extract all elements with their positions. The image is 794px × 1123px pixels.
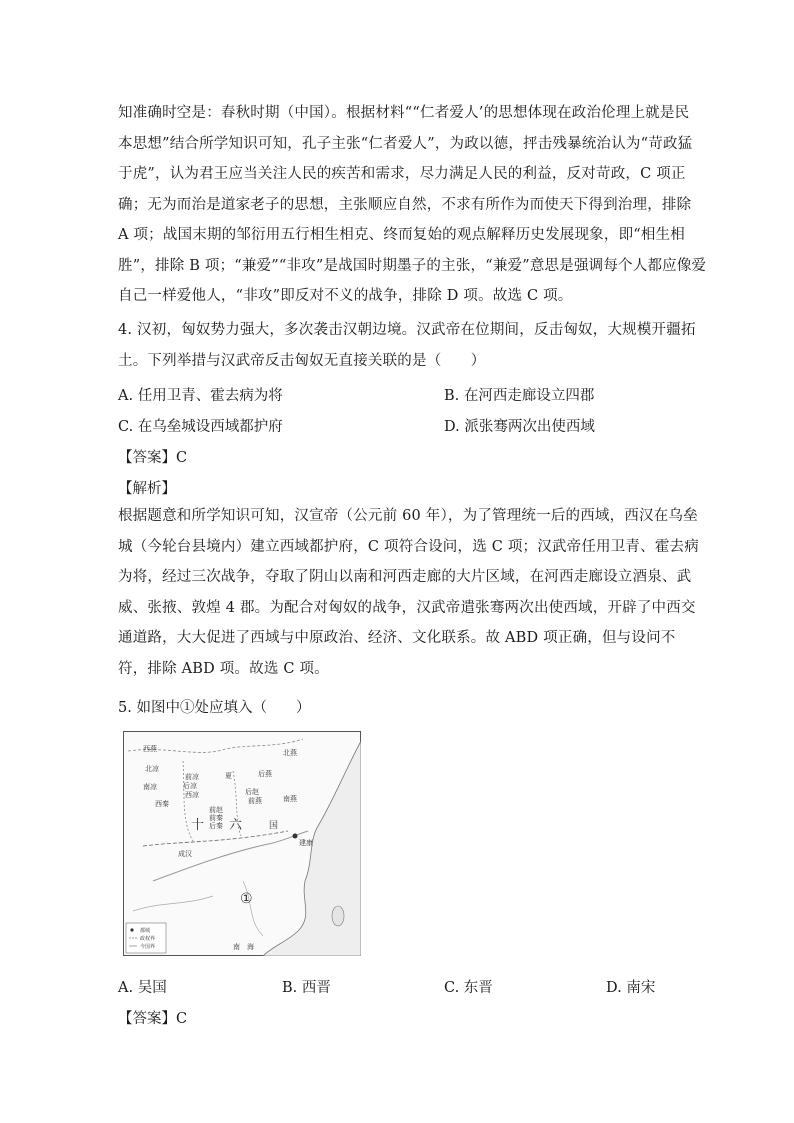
text-line: 符，排除 ABD 项。故选 C 项。 xyxy=(118,660,329,677)
map-label: 后秦 xyxy=(209,822,223,830)
q5-option-d: D. 南宋 xyxy=(606,980,656,996)
legend-label: 都城 xyxy=(140,928,151,934)
q4-option-c: C. 在乌垒城设西域都护府 xyxy=(118,419,283,435)
q4-option-b: B. 在河西走廊设立四郡 xyxy=(444,388,595,404)
capital-marker xyxy=(293,834,298,839)
map-label: 北燕 xyxy=(283,749,297,757)
map-label: 南 海 xyxy=(233,943,254,951)
map-label-big: 六 xyxy=(229,818,243,833)
text-line: 本思想”结合所学知识可知，孔子主张“仁者爱人”，为政以德，抨击残暴统治认为“苛政猛 xyxy=(118,135,693,152)
legend-label: 政权界 xyxy=(140,936,156,942)
text-line: 土。下列举措与汉武帝反击匈奴无直接关联的是（ ） xyxy=(118,352,486,369)
text-line: 城（今轮台县境内）建立西域都护府，C 项符合设问，选 C 项；汉武帝任用卫青、霍去病 xyxy=(118,538,699,555)
map-label: 前凉 xyxy=(185,773,199,781)
map-figure xyxy=(123,731,361,956)
historical-map xyxy=(123,731,361,956)
q5-option-a: A. 吴国 xyxy=(118,980,167,996)
q5-option-b: B. 西晋 xyxy=(282,980,331,996)
map-label: 西秦 xyxy=(155,800,169,808)
text-line: 通道路，大大促进了西域与中原政治、经济、文化联系。故 ABD 项正确，但与设问不 xyxy=(118,630,676,646)
text-line: 知准确时空是：春秋时期（中国）。根据材料““仁者爱人’的思想体现在政治伦理上就是民 xyxy=(118,105,690,121)
question-5-stem: 5. 如图中①处应填入（ ） xyxy=(118,700,311,716)
q5-option-c: C. 东晋 xyxy=(444,980,493,996)
text-line: 威、张掖、敦煌 4 郡。为配合对匈奴的战争，汉武帝遣张骞两次出使西域，开辟了中西交 xyxy=(118,599,696,616)
explanation-paragraph xyxy=(118,98,707,312)
map-label: 北凉 xyxy=(145,765,159,773)
map-label: 成汉 xyxy=(178,850,192,858)
map-label: 前秦 xyxy=(209,814,223,822)
map-label: 前赵 xyxy=(209,806,223,814)
map-label: 建康 xyxy=(299,839,313,847)
text-line: 4. 汉初，匈奴势力强大，多次袭击汉朝边境。汉武帝在位期间，反击匈奴，大规模开疆拓 xyxy=(118,322,696,338)
map-label-big: 国 xyxy=(269,821,279,831)
q4-option-d: D. 派张骞两次出使西域 xyxy=(444,419,595,435)
text-line: 胜”，排除 B 项；“兼爱”“非攻”是战国时期墨子的主张，“兼爱”意思是强调每个人都应像爱 xyxy=(118,257,707,274)
map-label: 西燕 xyxy=(143,745,157,753)
map-legend xyxy=(126,923,166,953)
text-line: A 项；战国末期的邹衍用五行相生相克、终而复始的观点解释历史发展现象，即“相生相 xyxy=(118,227,685,243)
map-label: 后赵 xyxy=(245,788,259,796)
q4-analysis xyxy=(118,501,699,684)
question-4-stem xyxy=(118,315,696,376)
map-label: 南燕 xyxy=(283,795,297,803)
map-label: 后燕 xyxy=(258,770,272,778)
map-label: 夏 xyxy=(225,772,232,780)
q4-analysis-label: 【解析】 xyxy=(118,481,176,497)
q5-answer: 【答案】C xyxy=(118,1011,188,1027)
text-line: 于虎”，认为君王应当关注人民的疾苦和需求，尽力满足人民的利益，反对苛政，C 项正 xyxy=(118,166,686,182)
text-line: 根据题意和所学知识可知，汉宣帝（公元前 60 年），为了管理统一后的西域，西汉在乌垒 xyxy=(118,508,698,524)
text-line: 自己一样爱他人，“非攻”即反对不义的战争，排除 D 项。故选 C 项。 xyxy=(118,288,573,304)
map-label: 西凉 xyxy=(185,791,199,799)
map-marker-1: ① xyxy=(240,891,253,907)
map-label: 南凉 xyxy=(143,783,157,791)
text-line: 确；无为而治是道家老子的思想，主张顺应自然，不求有所作为而使天下得到治理，排除 xyxy=(118,196,692,213)
map-label: 前燕 xyxy=(248,797,262,805)
map-label: 后凉 xyxy=(183,782,197,790)
map-label-big: 十 xyxy=(191,818,205,833)
q4-option-a: A. 任用卫青、霍去病为将 xyxy=(118,388,283,404)
q4-answer: 【答案】C xyxy=(118,450,188,466)
legend-label: 今国界 xyxy=(140,944,156,950)
text-line: 为将，经过三次战争，夺取了阴山以南和河西走廊的大片区域，在河西走廊设立酒泉、武 xyxy=(118,569,692,585)
